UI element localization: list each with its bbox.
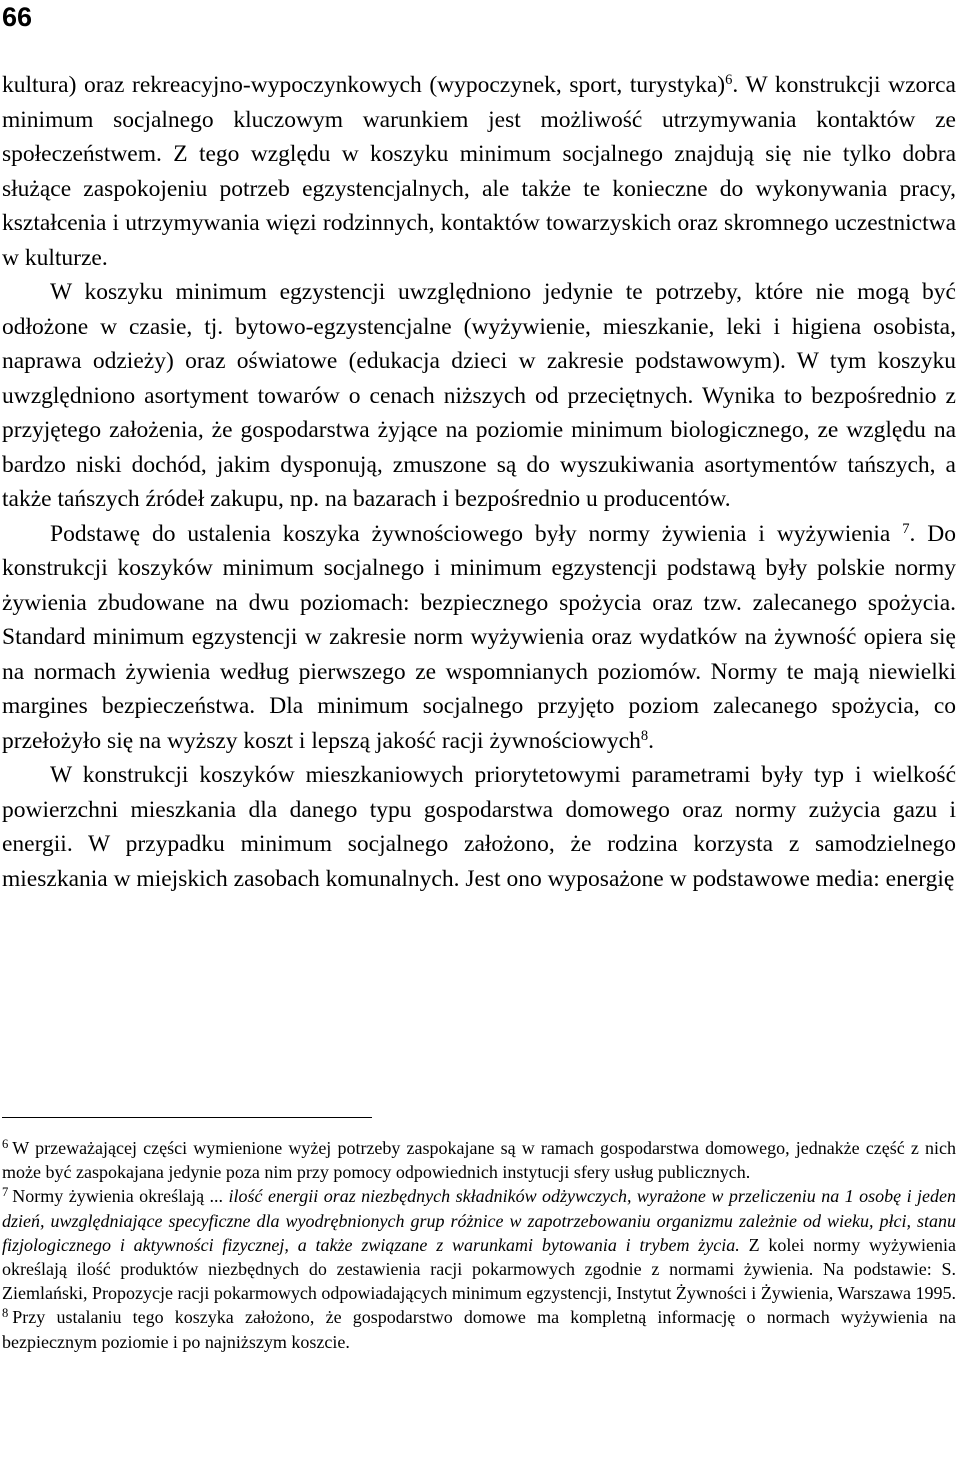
text-run: Z kolei normy wyżywienia określają ilość produktów niezbędnych do zestawienia racji pokarmowych zgodnie z normami żywienia. Na podstawie: S. Ziemlański, Propozycje racji pokarmowych odpowiadających minimum egzystencji, Instytut Żywności i Żywienia, Warszawa 1995. <box>2 1234 956 1304</box>
footnote <box>2 1305 956 1353</box>
paragraph <box>2 758 956 896</box>
text-run: W koszyku minimum egzystencji uwzględniono jedynie te potrzeby, które nie mogą być odłożone w czasie, tj. bytowo-egzystencjalne (wyżywienie, mieszkanie, leki i higiena osobista, naprawa odzieży) oraz oświatowe (edukacja dzieci w zakresie podstawowym). W tym koszyku uwzględniono asortyment towarów o cenach niższych od przeciętnych. Wynika to bezpośrednio z przyjętego założenia, że gospodarstwa żyjące na poziomie minimum biologicznego, ze względu na bardzo niski dochód, jakim dysponują, zmuszone są do wyszukiwania asortymentów tańszych, a także tańszych źródeł zakupu, np. na bazarach i bezpośrednio u producentów. <box>2 279 956 512</box>
footnote-reference: 7 <box>902 520 910 537</box>
footnote-number: 7 <box>2 1185 9 1200</box>
text-run: Przy ustalaniu tego koszyka założono, że gospodarstwo domowe ma kompletną informację o normach wyżywienia na bezpiecznym poziomie i po najniższym koszcie. <box>2 1307 956 1352</box>
text-run: . Do konstrukcji koszyków minimum socjalnego i minimum egzystencji podstawą były polskie normy żywienia zbudowane na dwu poziomach: bezpiecznego spożycia oraz tzw. zalecanego spożycia. Standard minimum egzystencji w zakresie norm wyżywienia oraz wydatków na żywność opiera się na normach żywienia według pierwszego ze wspomnianych poziomów. Normy te mają niewielki margines bezpieczeństwa. Dla minimum socjalnego przyjęto poziom zalecanego spożycia, co przełożyło się na wyższy koszt i lepszą jakość racji żywnościowych <box>2 520 956 754</box>
footnote-number: 6 <box>2 1136 9 1151</box>
text-run: . W konstrukcji wzorca minimum socjalnego kluczowym warunkiem jest możliwość utrzymywania kontaktów ze społeczeństwem. Z tego względu w koszyku minimum socjalnego znajdują się nie tylko dobra służące zaspokojeniu potrzeb egzystencjalnych, ale także te konieczne do wykonywania pracy, kształcenia i utrzymywania więzi rodzinnych, kontaktów towarzyskich oraz skromnego uczestnictwa w kulturze. <box>2 72 956 271</box>
paragraph <box>2 68 956 275</box>
footnote-number: 8 <box>2 1306 9 1321</box>
paragraph <box>2 517 956 759</box>
text-run: kultura) oraz rekreacyjno-wypoczynkowych (wypoczynek, sport, turystyka) <box>2 72 726 98</box>
page-number: 66 <box>2 2 33 32</box>
text-run: . <box>648 727 655 754</box>
footnote-separator <box>2 1117 372 1118</box>
footnote <box>2 1184 956 1305</box>
paragraph <box>2 275 956 517</box>
text-run: Normy żywienia określają ... <box>12 1186 229 1207</box>
footnotes <box>2 1136 956 1354</box>
text-run: Podstawę do ustalenia koszyka żywnościowego były normy żywienia i wyżywienia <box>50 520 903 547</box>
italic-quote: ilość energii oraz niezbędnych składników odżywczych, wyrażone w przeliczeniu na 1 osobę i jeden dzień, uwzględniające specyficzne dla wyodrębnionych grup różnice w zapotrzebowaniu organizmu zależnie od wieku, płci, stanu fizjologicznego i aktywności fizycznej, a także związane z warunkami bytowania i trybem życia. <box>2 1186 956 1255</box>
text-run: W konstrukcji koszyków mieszkaniowych priorytetowymi parametrami były typ i wielkość powierzchni mieszkania dla danego typu gospodarstwa domowego oraz normy zużycia gazu i energii. W przypadku minimum socjalnego założono, że rodzina korzysta z samodzielnego mieszkania w miejskich zasobach komunalnych. Jest ono wyposażone w podstawowe media: energię <box>2 762 956 892</box>
footnote <box>2 1136 956 1184</box>
text-run: W przeważającej części wymienione wyżej potrzeby zaspokajane są w ramach gospodarstwa domowego, jednakże część z nich może być zaspokajana jedynie poza nim przy pomocy odpowiednich instytucji sfery usług publicznych. <box>2 1138 956 1183</box>
footnote-reference: 6 <box>725 72 733 88</box>
footnote-reference: 8 <box>640 727 649 744</box>
main-text <box>2 68 956 896</box>
